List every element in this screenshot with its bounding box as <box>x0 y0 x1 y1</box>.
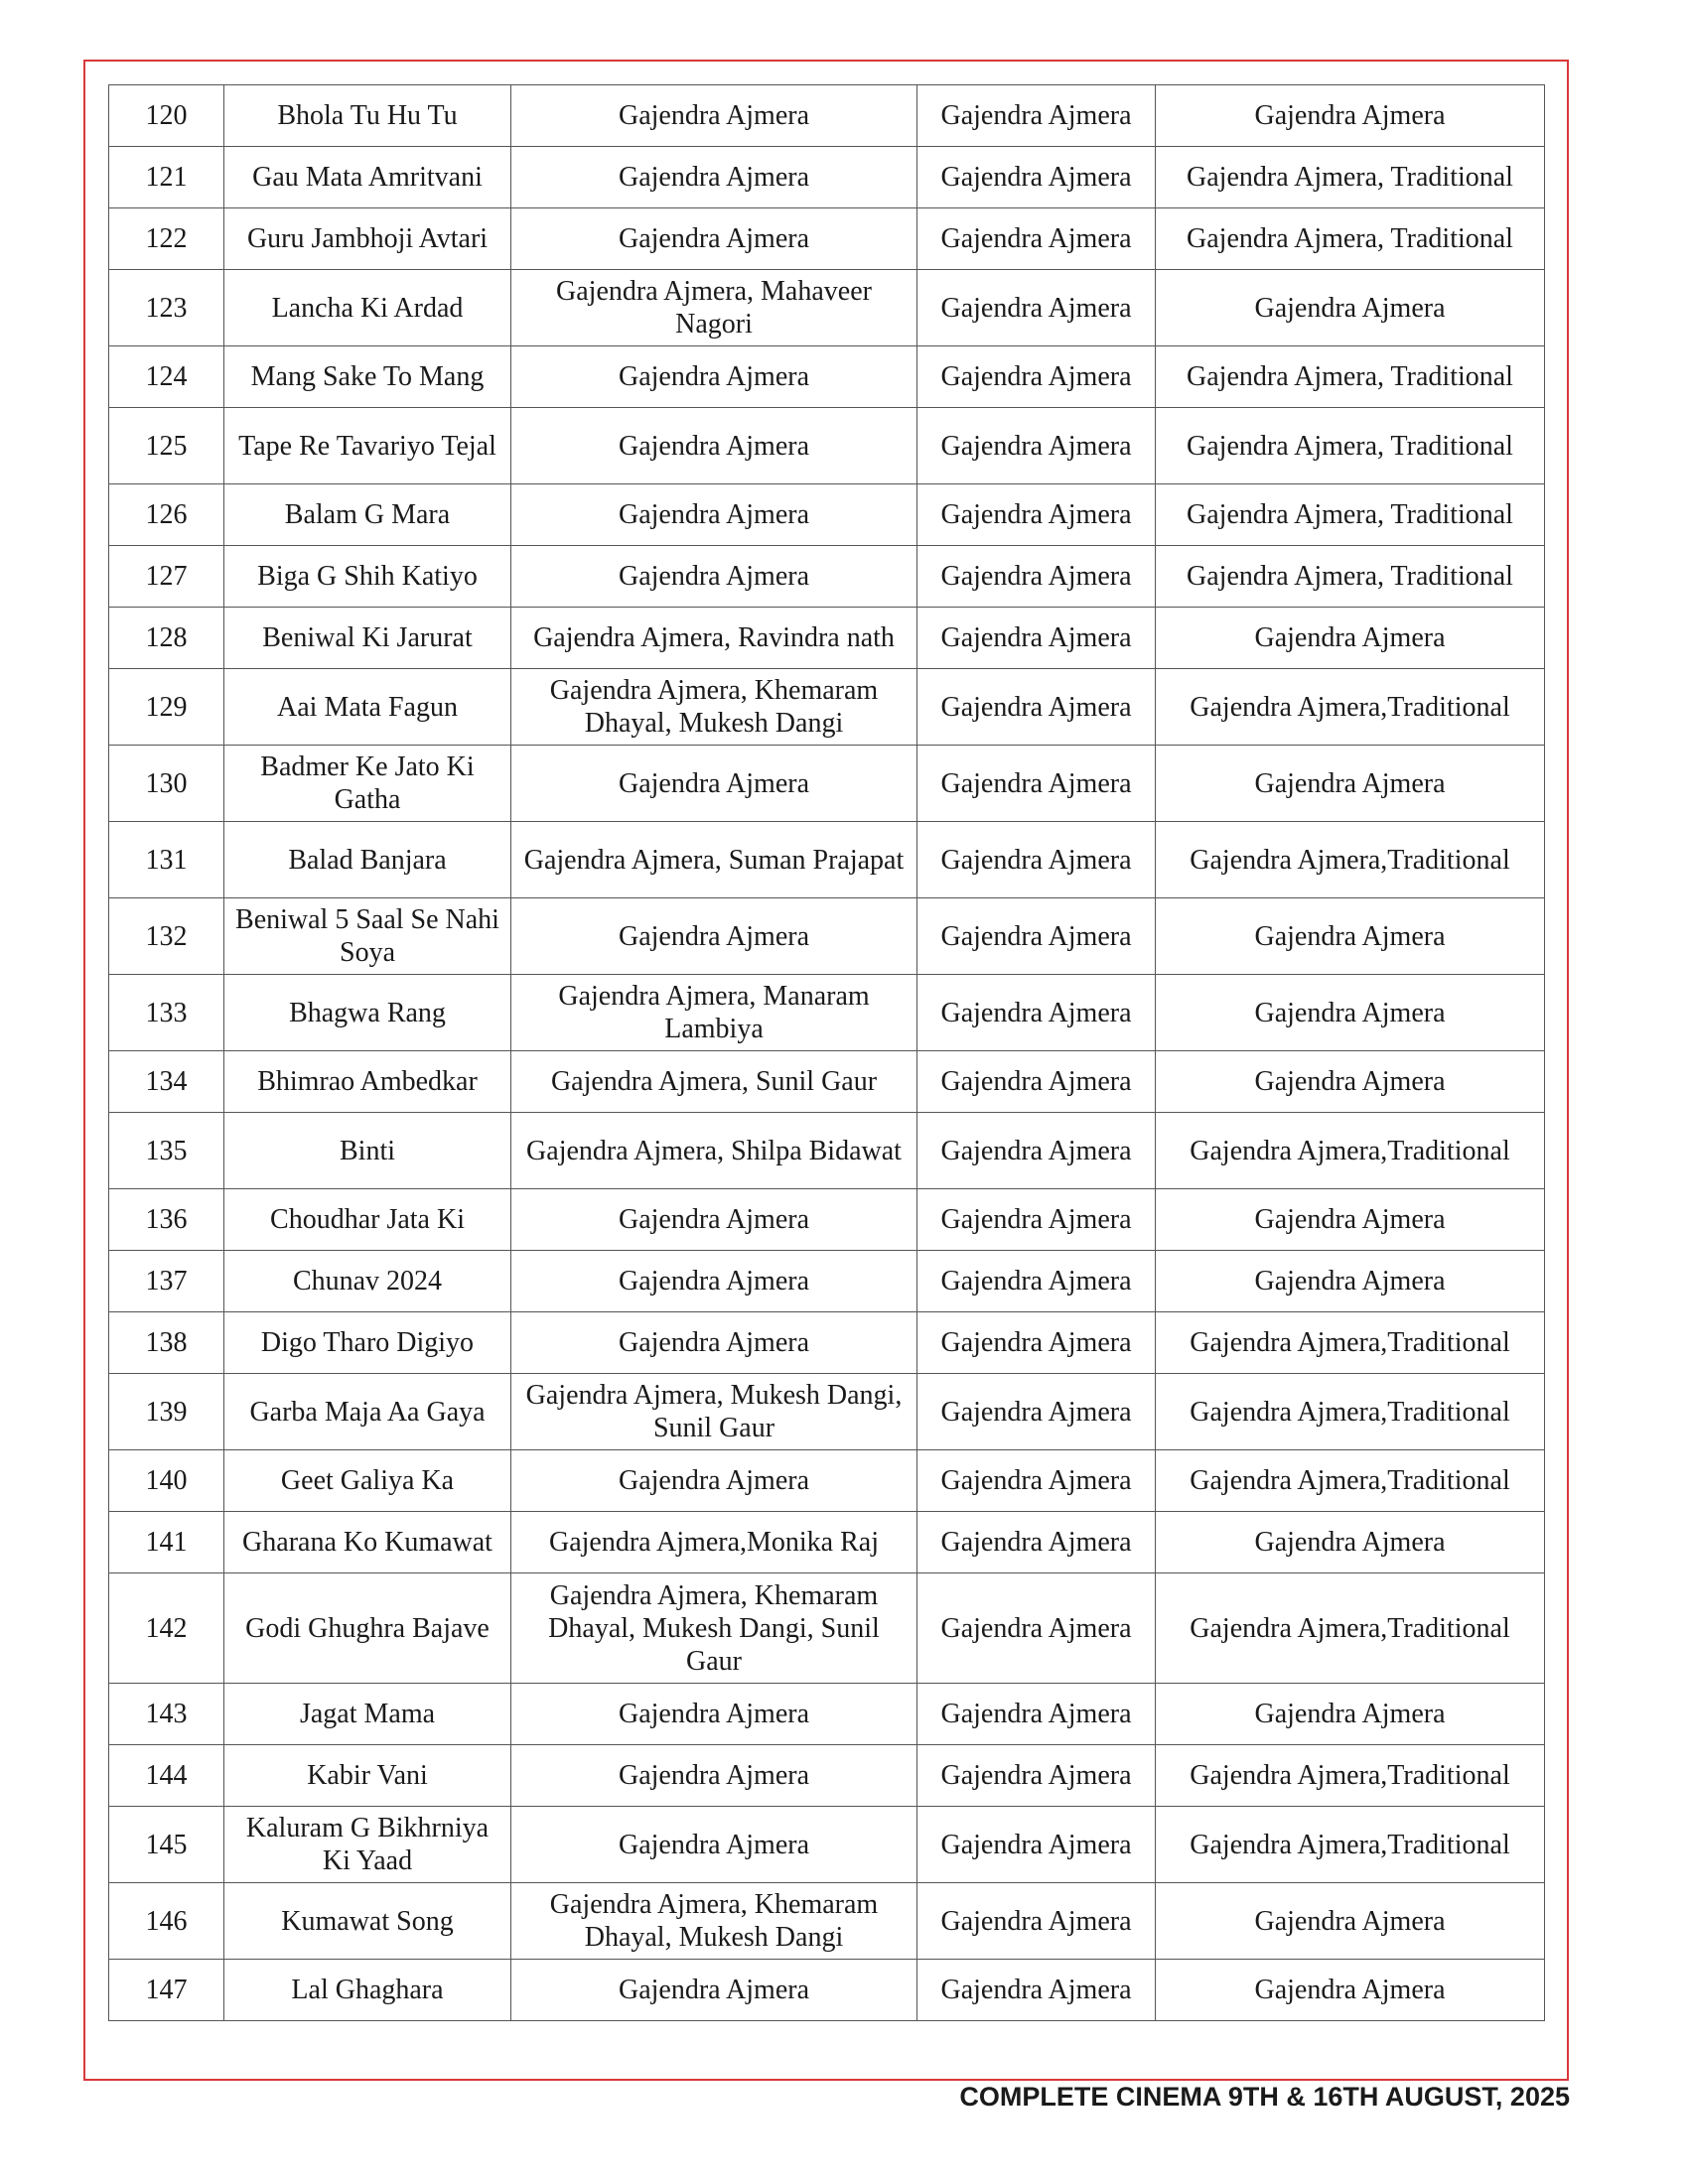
table-row <box>109 1807 1545 1883</box>
serial-number-cell: 126 <box>109 484 224 546</box>
table-row <box>109 1960 1545 2021</box>
serial-number-cell: 122 <box>109 208 224 270</box>
song-title-cell: Binti <box>224 1113 511 1189</box>
singer-cell: Gajendra Ajmera <box>917 147 1156 208</box>
lyricist-cell: Gajendra Ajmera, Mukesh Dangi, Sunil Gaur <box>511 1374 917 1450</box>
table-row <box>109 1573 1545 1684</box>
serial-number-cell: 147 <box>109 1960 224 2021</box>
serial-number-cell: 123 <box>109 270 224 346</box>
table-row <box>109 270 1545 346</box>
lyricist-cell: Gajendra Ajmera <box>511 546 917 608</box>
lyricist-cell: Gajendra Ajmera, Khemaram Dhayal, Mukesh Dangi, Sunil Gaur <box>511 1573 917 1684</box>
song-title-cell: Bhola Tu Hu Tu <box>224 85 511 147</box>
song-title-cell: Geet Galiya Ka <box>224 1450 511 1512</box>
serial-number-cell: 125 <box>109 408 224 484</box>
singer-cell: Gajendra Ajmera <box>917 408 1156 484</box>
singer-cell: Gajendra Ajmera <box>917 1450 1156 1512</box>
serial-number-cell: 124 <box>109 346 224 408</box>
singer-cell: Gajendra Ajmera <box>917 85 1156 147</box>
singer-cell: Gajendra Ajmera <box>917 1512 1156 1573</box>
serial-number-cell: 137 <box>109 1251 224 1312</box>
song-title-cell: Guru Jambhoji Avtari <box>224 208 511 270</box>
singer-cell: Gajendra Ajmera <box>917 208 1156 270</box>
composer-cell: Gajendra Ajmera,Traditional <box>1156 1573 1545 1684</box>
lyricist-cell: Gajendra Ajmera <box>511 147 917 208</box>
serial-number-cell: 139 <box>109 1374 224 1450</box>
serial-number-cell: 142 <box>109 1573 224 1684</box>
song-title-cell: Choudhar Jata Ki <box>224 1189 511 1251</box>
table-row <box>109 1745 1545 1807</box>
table-row <box>109 1189 1545 1251</box>
composer-cell: Gajendra Ajmera <box>1156 608 1545 669</box>
song-title-cell: Balad Banjara <box>224 822 511 898</box>
singer-cell: Gajendra Ajmera <box>917 669 1156 746</box>
composer-cell: Gajendra Ajmera,Traditional <box>1156 822 1545 898</box>
lyricist-cell: Gajendra Ajmera, Suman Prajapat <box>511 822 917 898</box>
singer-cell: Gajendra Ajmera <box>917 1745 1156 1807</box>
singer-cell: Gajendra Ajmera <box>917 1251 1156 1312</box>
song-title-cell: Chunav 2024 <box>224 1251 511 1312</box>
table-row <box>109 822 1545 898</box>
singer-cell: Gajendra Ajmera <box>917 746 1156 822</box>
table-row <box>109 1883 1545 1960</box>
singer-cell: Gajendra Ajmera <box>917 608 1156 669</box>
singer-cell: Gajendra Ajmera <box>917 1189 1156 1251</box>
singer-cell: Gajendra Ajmera <box>917 975 1156 1051</box>
song-title-cell: Gharana Ko Kumawat <box>224 1512 511 1573</box>
composer-cell: Gajendra Ajmera <box>1156 85 1545 147</box>
singer-cell: Gajendra Ajmera <box>917 270 1156 346</box>
composer-cell: Gajendra Ajmera <box>1156 1960 1545 2021</box>
composer-cell: Gajendra Ajmera <box>1156 1189 1545 1251</box>
singer-cell: Gajendra Ajmera <box>917 1960 1156 2021</box>
song-title-cell: Tape Re Tavariyo Tejal <box>224 408 511 484</box>
composer-cell: Gajendra Ajmera, Traditional <box>1156 546 1545 608</box>
lyricist-cell: Gajendra Ajmera, Mahaveer Nagori <box>511 270 917 346</box>
singer-cell: Gajendra Ajmera <box>917 1684 1156 1745</box>
song-title-cell: Gau Mata Amritvani <box>224 147 511 208</box>
serial-number-cell: 127 <box>109 546 224 608</box>
singer-cell: Gajendra Ajmera <box>917 1883 1156 1960</box>
serial-number-cell: 129 <box>109 669 224 746</box>
composer-cell: Gajendra Ajmera,Traditional <box>1156 669 1545 746</box>
song-title-cell: Beniwal 5 Saal Se Nahi Soya <box>224 898 511 975</box>
composer-cell: Gajendra Ajmera,Traditional <box>1156 1374 1545 1450</box>
serial-number-cell: 144 <box>109 1745 224 1807</box>
composer-cell: Gajendra Ajmera,Traditional <box>1156 1113 1545 1189</box>
lyricist-cell: Gajendra Ajmera, Manaram Lambiya <box>511 975 917 1051</box>
lyricist-cell: Gajendra Ajmera <box>511 1251 917 1312</box>
lyricist-cell: Gajendra Ajmera,Monika Raj <box>511 1512 917 1573</box>
song-title-cell: Lal Ghaghara <box>224 1960 511 2021</box>
song-title-cell: Jagat Mama <box>224 1684 511 1745</box>
table-row <box>109 484 1545 546</box>
composer-cell: Gajendra Ajmera <box>1156 1051 1545 1113</box>
serial-number-cell: 141 <box>109 1512 224 1573</box>
song-title-cell: Digo Tharo Digiyo <box>224 1312 511 1374</box>
song-title-cell: Balam G Mara <box>224 484 511 546</box>
composer-cell: Gajendra Ajmera <box>1156 898 1545 975</box>
serial-number-cell: 128 <box>109 608 224 669</box>
lyricist-cell: Gajendra Ajmera <box>511 746 917 822</box>
lyricist-cell: Gajendra Ajmera <box>511 1312 917 1374</box>
composer-cell: Gajendra Ajmera <box>1156 1883 1545 1960</box>
singer-cell: Gajendra Ajmera <box>917 1374 1156 1450</box>
table-row <box>109 669 1545 746</box>
composer-cell: Gajendra Ajmera, Traditional <box>1156 484 1545 546</box>
table-row <box>109 1512 1545 1573</box>
composer-cell: Gajendra Ajmera <box>1156 746 1545 822</box>
table-row <box>109 1684 1545 1745</box>
singer-cell: Gajendra Ajmera <box>917 346 1156 408</box>
singer-cell: Gajendra Ajmera <box>917 1113 1156 1189</box>
lyricist-cell: Gajendra Ajmera, Ravindra nath <box>511 608 917 669</box>
serial-number-cell: 130 <box>109 746 224 822</box>
table-row <box>109 408 1545 484</box>
song-title-cell: Godi Ghughra Bajave <box>224 1573 511 1684</box>
songs-table <box>108 84 1545 2021</box>
singer-cell: Gajendra Ajmera <box>917 822 1156 898</box>
song-title-cell: Kabir Vani <box>224 1745 511 1807</box>
table-row <box>109 546 1545 608</box>
lyricist-cell: Gajendra Ajmera, Khemaram Dhayal, Mukesh Dangi <box>511 1883 917 1960</box>
table-row <box>109 346 1545 408</box>
serial-number-cell: 138 <box>109 1312 224 1374</box>
song-title-cell: Bhimrao Ambedkar <box>224 1051 511 1113</box>
singer-cell: Gajendra Ajmera <box>917 484 1156 546</box>
serial-number-cell: 145 <box>109 1807 224 1883</box>
lyricist-cell: Gajendra Ajmera <box>511 1960 917 2021</box>
serial-number-cell: 133 <box>109 975 224 1051</box>
lyricist-cell: Gajendra Ajmera <box>511 898 917 975</box>
singer-cell: Gajendra Ajmera <box>917 898 1156 975</box>
composer-cell: Gajendra Ajmera,Traditional <box>1156 1312 1545 1374</box>
serial-number-cell: 132 <box>109 898 224 975</box>
lyricist-cell: Gajendra Ajmera <box>511 484 917 546</box>
lyricist-cell: Gajendra Ajmera <box>511 1807 917 1883</box>
page-footer: COMPLETE CINEMA 9TH & 16TH AUGUST, 2025 <box>959 2082 1570 2112</box>
serial-number-cell: 136 <box>109 1189 224 1251</box>
table-row <box>109 1051 1545 1113</box>
table-row <box>109 898 1545 975</box>
song-title-cell: Lancha Ki Ardad <box>224 270 511 346</box>
serial-number-cell: 143 <box>109 1684 224 1745</box>
composer-cell: Gajendra Ajmera <box>1156 975 1545 1051</box>
table-row <box>109 1312 1545 1374</box>
singer-cell: Gajendra Ajmera <box>917 1573 1156 1684</box>
composer-cell: Gajendra Ajmera,Traditional <box>1156 1807 1545 1883</box>
composer-cell: Gajendra Ajmera, Traditional <box>1156 208 1545 270</box>
song-title-cell: Kumawat Song <box>224 1883 511 1960</box>
lyricist-cell: Gajendra Ajmera <box>511 208 917 270</box>
lyricist-cell: Gajendra Ajmera <box>511 346 917 408</box>
serial-number-cell: 134 <box>109 1051 224 1113</box>
lyricist-cell: Gajendra Ajmera <box>511 1189 917 1251</box>
composer-cell: Gajendra Ajmera <box>1156 1684 1545 1745</box>
song-title-cell: Aai Mata Fagun <box>224 669 511 746</box>
composer-cell: Gajendra Ajmera <box>1156 1251 1545 1312</box>
serial-number-cell: 135 <box>109 1113 224 1189</box>
table-row <box>109 208 1545 270</box>
table-row <box>109 608 1545 669</box>
composer-cell: Gajendra Ajmera <box>1156 1512 1545 1573</box>
table-row <box>109 1450 1545 1512</box>
table-row <box>109 975 1545 1051</box>
song-title-cell: Biga G Shih Katiyo <box>224 546 511 608</box>
lyricist-cell: Gajendra Ajmera <box>511 85 917 147</box>
composer-cell: Gajendra Ajmera, Traditional <box>1156 408 1545 484</box>
table-row <box>109 85 1545 147</box>
lyricist-cell: Gajendra Ajmera <box>511 408 917 484</box>
serial-number-cell: 120 <box>109 85 224 147</box>
composer-cell: Gajendra Ajmera,Traditional <box>1156 1450 1545 1512</box>
serial-number-cell: 146 <box>109 1883 224 1960</box>
song-title-cell: Kaluram G Bikhrniya Ki Yaad <box>224 1807 511 1883</box>
table-row <box>109 1113 1545 1189</box>
song-title-cell: Badmer Ke Jato Ki Gatha <box>224 746 511 822</box>
lyricist-cell: Gajendra Ajmera, Khemaram Dhayal, Mukesh Dangi <box>511 669 917 746</box>
lyricist-cell: Gajendra Ajmera <box>511 1684 917 1745</box>
composer-cell: Gajendra Ajmera <box>1156 270 1545 346</box>
song-title-cell: Bhagwa Rang <box>224 975 511 1051</box>
singer-cell: Gajendra Ajmera <box>917 1312 1156 1374</box>
singer-cell: Gajendra Ajmera <box>917 1807 1156 1883</box>
lyricist-cell: Gajendra Ajmera <box>511 1745 917 1807</box>
lyricist-cell: Gajendra Ajmera, Shilpa Bidawat <box>511 1113 917 1189</box>
singer-cell: Gajendra Ajmera <box>917 546 1156 608</box>
singer-cell: Gajendra Ajmera <box>917 1051 1156 1113</box>
serial-number-cell: 121 <box>109 147 224 208</box>
lyricist-cell: Gajendra Ajmera, Sunil Gaur <box>511 1051 917 1113</box>
table-row <box>109 1374 1545 1450</box>
songs-table-body <box>109 85 1545 2021</box>
table-row <box>109 746 1545 822</box>
song-title-cell: Beniwal Ki Jarurat <box>224 608 511 669</box>
composer-cell: Gajendra Ajmera, Traditional <box>1156 346 1545 408</box>
serial-number-cell: 131 <box>109 822 224 898</box>
table-row <box>109 1251 1545 1312</box>
composer-cell: Gajendra Ajmera, Traditional <box>1156 147 1545 208</box>
lyricist-cell: Gajendra Ajmera <box>511 1450 917 1512</box>
song-title-cell: Mang Sake To Mang <box>224 346 511 408</box>
table-row <box>109 147 1545 208</box>
serial-number-cell: 140 <box>109 1450 224 1512</box>
composer-cell: Gajendra Ajmera,Traditional <box>1156 1745 1545 1807</box>
song-title-cell: Garba Maja Aa Gaya <box>224 1374 511 1450</box>
